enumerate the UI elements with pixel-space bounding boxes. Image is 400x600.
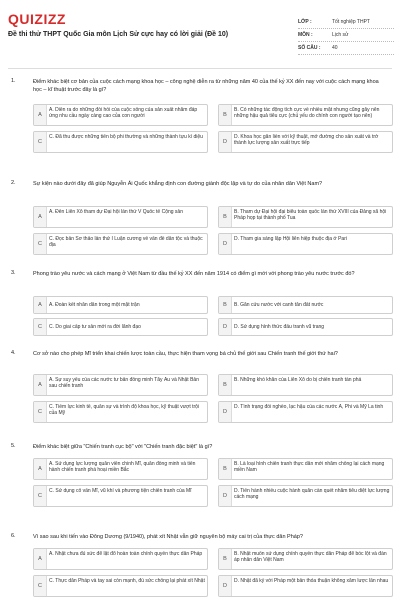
meta-value: 40: [332, 45, 338, 51]
option-text: C. Đã thu được những tiến bộ phi thường và những thành tựu kì diệu: [49, 134, 203, 140]
option-letter: C: [34, 402, 47, 422]
option-text: C. Tiềm lực kinh tế, quân sự và trình độ khoa học, kỹ thuật vượt trội của Mỹ: [49, 404, 200, 416]
option-letter: D: [219, 132, 232, 152]
question-text: Cơ sở nào cho phép Mĩ triển khai chiến lược toàn cầu, thực hiện tham vọng bá chủ thế giới sau Chiến tranh thế giới thứ hai?: [33, 351, 338, 357]
meta-value: Tốt nghiệp THPT: [332, 19, 370, 25]
option-d[interactable]: [218, 485, 393, 507]
option-text: D. Tiến hành nhiều cuộc hành quân càn quét nhằm tiêu diệt lực lượng cách mạng: [234, 488, 390, 500]
option-c[interactable]: [33, 401, 208, 423]
option-letter: D: [219, 486, 232, 506]
option-letter: C: [34, 132, 47, 152]
option-text: D. Tham gia sáng lập Hội liên hiệp thuộc địa ở Pari: [234, 236, 347, 242]
option-d[interactable]: [218, 575, 393, 597]
option-a[interactable]: [33, 206, 208, 228]
question-number: 4.: [11, 350, 16, 356]
question-text: Điểm khác biệt cơ bản của cuộc cách mạng khoa học – công nghệ diễn ra từ những năm 40 của thế kỷ XX đến nay với cuộc cách mạng khoa học – kĩ thuật trước đây là gì?: [33, 79, 379, 93]
option-letter: B: [219, 207, 232, 227]
meta-key: MÔN :: [298, 32, 313, 38]
option-text: B. Là loại hình chiến tranh thực dân mới nhằm chống lại cách mạng miền Nam: [234, 461, 385, 473]
option-text: D. Khoa học gắn liền với kỹ thuật, mở đường cho sản xuất và trở thành lực lượng sản xuất trực tiếp: [234, 134, 379, 146]
option-letter: A: [34, 375, 47, 395]
option-letter: A: [34, 549, 47, 569]
option-d[interactable]: [218, 131, 393, 153]
option-letter: B: [219, 297, 232, 313]
option-d[interactable]: [218, 233, 393, 255]
option-b[interactable]: [218, 104, 393, 126]
option-a[interactable]: [33, 104, 208, 126]
option-text: A. Diễn ra do những đòi hỏi của cuộc sống của sản xuất nhằm đáp ứng nhu cầu ngày càng cao của con người: [49, 107, 198, 119]
question-text: Điểm khác biệt giữa "Chiến tranh cục bộ" với "Chiến tranh đặc biệt" là gì?: [33, 444, 213, 450]
meta-key: LỚP :: [298, 19, 312, 25]
option-letter: C: [34, 234, 47, 254]
option-text: A. Đoàn kết nhân dân trong một mặt trận: [49, 302, 140, 308]
header-divider: [8, 68, 392, 69]
meta-row-count: [298, 42, 394, 55]
meta-row-class: [298, 16, 394, 29]
worksheet-meta: [298, 16, 394, 55]
option-letter: A: [34, 105, 47, 125]
question-number: 2.: [11, 180, 16, 186]
question-number: 6.: [11, 533, 16, 539]
option-text: C. Đọc bản Sơ thảo lần thứ I Luận cương về vấn đề dân tộc và thuộc địa: [49, 236, 203, 248]
option-b[interactable]: [218, 296, 393, 314]
option-a[interactable]: [33, 296, 208, 314]
option-text: C. Thực dân Pháp và tay sai còn mạnh, đủ sức chống lại phát xít Nhật: [49, 578, 205, 584]
option-letter: C: [34, 576, 47, 596]
question-number: 3.: [11, 270, 16, 276]
option-letter: D: [219, 319, 232, 335]
worksheet-header: [0, 0, 400, 72]
option-text: A. Đến Liên Xô tham dự Đại hội lần thứ V Quốc tế Cộng sản: [49, 209, 183, 215]
quizizz-logo: QUIZIZZ: [8, 11, 66, 27]
meta-row-subject: [298, 29, 394, 42]
option-letter: D: [219, 402, 232, 422]
option-b[interactable]: [218, 458, 393, 480]
option-a[interactable]: [33, 374, 208, 396]
option-a[interactable]: [33, 548, 208, 570]
option-letter: D: [219, 234, 232, 254]
question-number: 1.: [11, 78, 16, 84]
option-b[interactable]: [218, 206, 393, 228]
option-letter: C: [34, 486, 47, 506]
question-text: Phong trào yêu nước và cách mạng ở Việt Nam từ đầu thế kỷ XX đến năm 1914 có điểm gì mới với phong trào yêu nước trước đó?: [33, 271, 355, 277]
option-letter: A: [34, 297, 47, 313]
worksheet-title: Đề thi thử THPT Quốc Gia môn Lịch Sử cực hay có lời giải (Đề 10): [8, 31, 229, 38]
option-text: A. Nhật chưa đủ sức để lật đổ hoàn toàn chính quyền thực dân Pháp: [49, 551, 203, 557]
option-text: B. Tham dự Đại hội đại biểu toàn quốc lần thứ XVIII của Đảng xã hội Pháp họp tại thành phố Tua: [234, 209, 387, 221]
option-text: B. Có những tác động tích cực về nhiều mặt nhưng cũng gây nên những hậu quả tiêu cực (chủ yếu do chính con người tạo nên): [234, 107, 380, 119]
option-text: B. Gắn cứu nước với canh tân đất nước: [234, 302, 324, 308]
option-text: C. Do giai cấp tư sản mới ra đời lãnh đạo: [49, 324, 141, 330]
option-c[interactable]: [33, 485, 208, 507]
option-c[interactable]: [33, 131, 208, 153]
option-text: A. Sự suy yếu của các nước tư bản đồng minh Tây Âu và Nhật Bản sau chiến tranh: [49, 377, 199, 389]
option-letter: A: [34, 207, 47, 227]
option-text: A. Sử dụng lực lượng quân viễn chinh Mĩ, quân đồng minh và tiến hành chiến tranh phá hoại miền Bắc: [49, 461, 196, 473]
option-letter: C: [34, 319, 47, 335]
option-letter: A: [34, 459, 47, 479]
option-letter: B: [219, 459, 232, 479]
meta-value: Lịch sử: [332, 32, 349, 38]
option-text: D. Tình trạng đói nghèo, lạc hậu của các nước Á, Phi và Mỹ La tinh: [234, 404, 384, 410]
question-number: 5.: [11, 443, 16, 449]
option-c[interactable]: [33, 233, 208, 255]
option-c[interactable]: [33, 318, 208, 336]
option-text: D. Nhật đã ký với Pháp một bản thỏa thuận không xâm lược lẫn nhau: [234, 578, 389, 584]
option-d[interactable]: [218, 401, 393, 423]
option-text: B. Nhật muốn sử dụng chính quyền thực dân Pháp để bóc lột và đàn áp nhân dân Việt Nam: [234, 551, 387, 563]
option-letter: B: [219, 105, 232, 125]
option-text: B. Những khó khăn của Liên Xô do bị chiến tranh tàn phá: [234, 377, 362, 383]
option-d[interactable]: [218, 318, 393, 336]
option-text: C. Sử dụng cố vấn Mĩ, vũ khí và phương tiện chiến tranh của Mĩ: [49, 488, 192, 494]
option-text: D. Sử dụng hình thức đấu tranh vũ trang: [234, 324, 325, 330]
option-letter: B: [219, 375, 232, 395]
option-c[interactable]: [33, 575, 208, 597]
option-a[interactable]: [33, 458, 208, 480]
option-b[interactable]: [218, 548, 393, 570]
meta-key: SỐ CÂU :: [298, 45, 321, 51]
option-letter: D: [219, 576, 232, 596]
option-letter: B: [219, 549, 232, 569]
option-b[interactable]: [218, 374, 393, 396]
question-text: Sự kiện nào dưới đây đã giúp Nguyễn Ái Quốc khẳng định con đường giành độc lập và tự do của nhân dân Việt Nam?: [33, 181, 323, 187]
question-text: Vì sao sau khi tiến vào Đông Dương (9/1940), phát xít Nhật vẫn giữ nguyên bộ máy cai trị của thực dân Pháp?: [33, 534, 303, 540]
